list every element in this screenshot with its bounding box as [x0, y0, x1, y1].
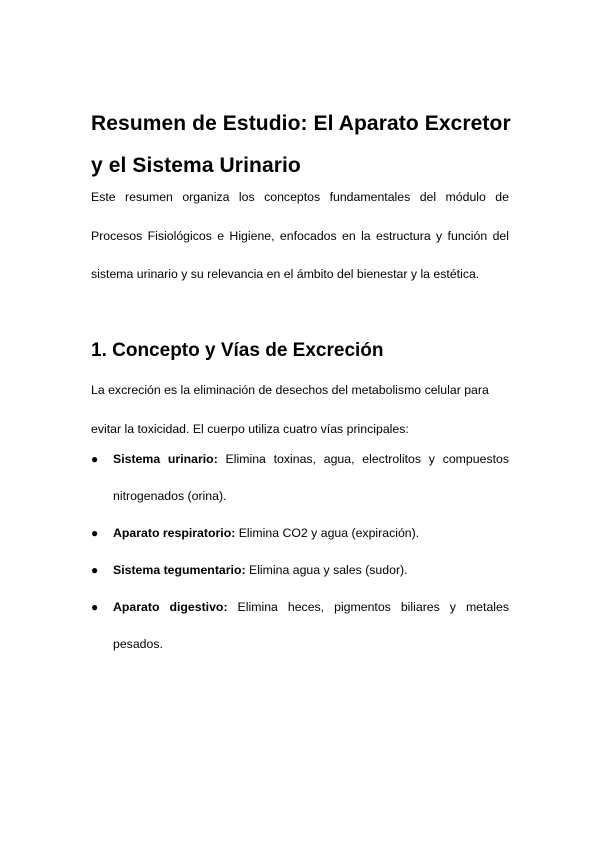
list-item-term: Sistema tegumentario: [113, 563, 246, 577]
list-item-term: Aparato respiratorio: [113, 526, 236, 540]
bullet-icon: ● [91, 563, 99, 577]
section-paragraph: La excreción es la eliminación de desechos del metabolismo celular para evitar la toxicidad. El cuerpo utiliza cuatro vías principales: [91, 383, 489, 436]
list-item-text: Elimina heces, pigmentos biliares y metales pesados. [113, 600, 510, 651]
list-item-term: Sistema urinario: [113, 452, 218, 466]
bullet-icon: ● [91, 526, 99, 540]
intro-paragraph: Este resumen organiza los conceptos fundamentales del módulo de Procesos Fisiológicos e Higiene, enfocados en la estructura y función del sistema urinario y su relevancia en el ámbito del bienestar y la estética. [91, 190, 509, 281]
list-item-integumentary [91, 552, 509, 589]
list-item-text: Elimina toxinas, agua, electrolitos y compuestos nitrogenados (orina). [113, 452, 509, 503]
list-item-term: Aparato digestivo: [113, 600, 228, 614]
list-item-text: Elimina CO2 y agua (expiración). [235, 526, 420, 540]
bullet-icon: ● [91, 452, 99, 466]
excretion-routes-list [91, 441, 509, 663]
bullet-icon: ● [91, 600, 99, 614]
section-heading: 1. Concepto y Vías de Excreción [91, 340, 384, 361]
list-item-text: Elimina agua y sales (sudor). [245, 563, 408, 577]
list-item-digestive [91, 589, 509, 663]
document-title: Resumen de Estudio: El Aparato Excretor y el Sistema Urinario [91, 112, 511, 177]
list-item-urinary [91, 441, 509, 515]
list-item-respiratory [91, 515, 509, 552]
